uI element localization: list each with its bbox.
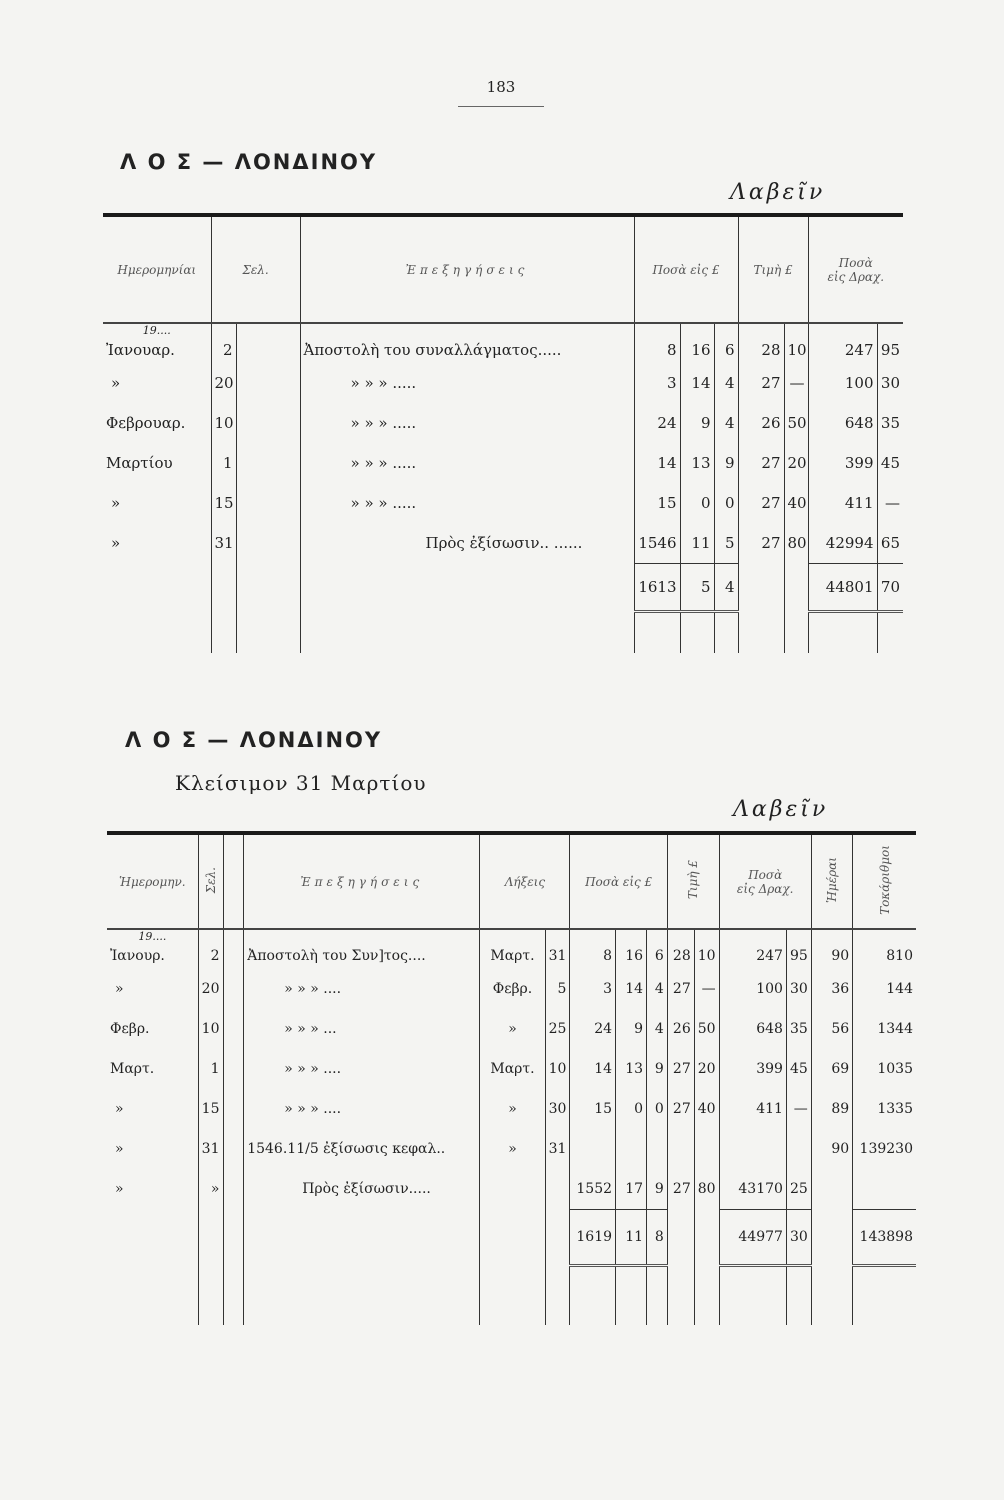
table-row <box>107 1089 916 1129</box>
header-page: Σελ. <box>211 215 300 323</box>
row-lepta: 35 <box>786 1009 811 1049</box>
row-description: Ἀποστολὴ του συναλλάγματος..... <box>300 337 634 363</box>
row-description: » » » ..... <box>300 363 634 403</box>
row-price-frac: — <box>694 969 719 1009</box>
row-lepta: 65 <box>877 523 903 563</box>
row-maturity-month: Μαρτ. <box>480 943 545 969</box>
header-explanation: Ἐπεξηγήσεις <box>244 833 480 929</box>
row-price-frac: 80 <box>784 523 808 563</box>
row-pence: 6 <box>647 943 668 969</box>
row-price-frac <box>694 1129 719 1169</box>
row-interest-number <box>853 1169 916 1209</box>
row-page: 1 <box>211 443 236 483</box>
row-shillings: 16 <box>680 337 714 363</box>
row-drachmas: 43170 <box>719 1169 786 1209</box>
row-pence: 5 <box>714 523 738 563</box>
row-date: Μαρτίου <box>106 454 173 472</box>
row-pounds: 14 <box>634 443 680 483</box>
row-price-frac: 20 <box>784 443 808 483</box>
row-price-whole: 28 <box>738 337 784 363</box>
row-days: 90 <box>811 943 852 969</box>
row-maturity-month: » <box>480 1129 545 1169</box>
row-drachmas: 648 <box>719 1009 786 1049</box>
row-pounds: 8 <box>634 337 680 363</box>
table-row <box>103 523 903 563</box>
table-row <box>103 403 903 443</box>
row-shillings: 17 <box>616 1169 647 1209</box>
row-date: » <box>111 494 121 512</box>
row-pounds: 1546 <box>634 523 680 563</box>
row-shillings: 9 <box>680 403 714 443</box>
row-drachmas <box>719 1129 786 1169</box>
total-pence: 4 <box>714 563 738 611</box>
row-description: Πρὸς ἐξίσωσιν..... <box>244 1169 480 1209</box>
row-pence: 6 <box>714 337 738 363</box>
row-price-frac: 10 <box>694 943 719 969</box>
row-price-frac: 10 <box>784 337 808 363</box>
row-interest-number: 139230 <box>853 1129 916 1169</box>
row-interest-number: 1035 <box>853 1049 916 1089</box>
row-shillings <box>616 1129 647 1169</box>
table-row <box>103 483 903 523</box>
row-drachmas: 100 <box>719 969 786 1009</box>
row-price-whole: 27 <box>667 1049 694 1089</box>
row-shillings: 14 <box>616 969 647 1009</box>
row-page: 20 <box>211 363 236 403</box>
row-description: » » » ..... <box>300 483 634 523</box>
row-maturity-day: 31 <box>545 1129 570 1169</box>
table-row <box>107 943 916 969</box>
row-maturity-day: 5 <box>545 969 570 1009</box>
row-shillings: 16 <box>616 943 647 969</box>
row-price-whole: 27 <box>738 443 784 483</box>
row-drachmas: 100 <box>808 363 877 403</box>
row-pence: 4 <box>714 363 738 403</box>
row-maturity-month <box>480 1169 545 1209</box>
row-page: 2 <box>211 337 236 363</box>
row-date: » <box>115 981 124 997</box>
total-pounds: 1613 <box>634 563 680 611</box>
section2-subtitle: Κλείσιμον 31 Μαρτίου <box>175 771 427 795</box>
table-row <box>107 1169 916 1209</box>
row-shillings: 13 <box>616 1049 647 1089</box>
row-price-whole: 26 <box>738 403 784 443</box>
row-price-whole: 27 <box>667 969 694 1009</box>
row-pounds: 8 <box>570 943 616 969</box>
row-price-frac: 50 <box>784 403 808 443</box>
header-amount-gbp: Ποσὰ εἰς £ <box>570 833 667 929</box>
row-lepta: 25 <box>786 1169 811 1209</box>
row-price-whole: 27 <box>738 523 784 563</box>
table-row <box>107 1049 916 1089</box>
row-maturity-day: 30 <box>545 1089 570 1129</box>
row-pounds: 15 <box>570 1089 616 1129</box>
row-date: » <box>115 1101 124 1117</box>
row-maturity-day: 25 <box>545 1009 570 1049</box>
row-date: Ἰανουρ. <box>110 948 165 964</box>
table-row <box>107 969 916 1009</box>
row-shillings: 11 <box>680 523 714 563</box>
row-price-frac: 40 <box>784 483 808 523</box>
row-page: 31 <box>198 1129 223 1169</box>
header-amount-gbp: Ποσὰ εἰς £ <box>634 215 738 323</box>
row-lepta: 30 <box>877 363 903 403</box>
row-shillings: 9 <box>616 1009 647 1049</box>
row-shillings: 0 <box>680 483 714 523</box>
row-drachmas: 411 <box>719 1089 786 1129</box>
row-price-frac: 50 <box>694 1009 719 1049</box>
row-lepta: 35 <box>877 403 903 443</box>
table-row <box>103 363 903 403</box>
row-lepta: 45 <box>786 1049 811 1089</box>
totals-row <box>107 1209 916 1265</box>
row-price-whole: 27 <box>667 1169 694 1209</box>
row-maturity-month: » <box>480 1089 545 1129</box>
row-pence: 9 <box>647 1049 668 1089</box>
row-page: 2 <box>198 943 223 969</box>
row-pence: 4 <box>647 969 668 1009</box>
section1-title: Λ Ο Σ — ΛΟΝΔΙΝΟΥ <box>120 150 378 174</box>
header-date: Ἡμερομην. <box>119 874 186 889</box>
total-drachmas: 44977 <box>719 1209 786 1265</box>
header-maturities: Λήξεις <box>480 833 570 929</box>
section1-ledger <box>103 213 903 653</box>
header-days <box>811 833 852 929</box>
row-lepta: — <box>877 483 903 523</box>
row-interest-number: 1335 <box>853 1089 916 1129</box>
header-interest-numbers-label: Τοκάριθμοι <box>877 845 892 915</box>
header-amount-drachmas-line1: Ποσὰ <box>838 255 873 270</box>
row-maturity-day: 10 <box>545 1049 570 1089</box>
row-description: 1546.11/5 ἐξίσωσις κεφαλ.. <box>244 1129 480 1169</box>
row-price-frac: 40 <box>694 1089 719 1129</box>
row-maturity-day <box>545 1169 570 1209</box>
row-price-frac: 80 <box>694 1169 719 1209</box>
row-shillings: 0 <box>616 1089 647 1129</box>
row-days: 90 <box>811 1129 852 1169</box>
row-days <box>811 1169 852 1209</box>
row-page: 31 <box>211 523 236 563</box>
table-row <box>107 1009 916 1049</box>
header-explanation: Ἐπεξηγήσεις <box>300 215 634 323</box>
row-maturity-day: 31 <box>545 943 570 969</box>
row-drachmas: 399 <box>719 1049 786 1089</box>
row-pence <box>647 1129 668 1169</box>
row-pounds: 24 <box>570 1009 616 1049</box>
total-pence: 8 <box>647 1209 668 1265</box>
row-pence: 4 <box>647 1009 668 1049</box>
year-label: 19.... <box>138 930 167 943</box>
row-pounds: 1552 <box>570 1169 616 1209</box>
header-page-label: Σελ. <box>203 866 218 894</box>
row-price-whole: 27 <box>738 483 784 523</box>
row-shillings: 14 <box>680 363 714 403</box>
row-lepta: 30 <box>786 969 811 1009</box>
page-number: 183 <box>486 78 516 96</box>
row-date: » <box>111 534 121 552</box>
row-drachmas: 42994 <box>808 523 877 563</box>
header-interest-numbers <box>853 833 916 929</box>
row-lepta <box>786 1129 811 1169</box>
row-description: » » » ..... <box>300 403 634 443</box>
row-price-whole <box>667 1129 694 1169</box>
row-days: 89 <box>811 1089 852 1129</box>
total-interest-numbers: 143898 <box>853 1209 916 1265</box>
row-date: Φεβρουαρ. <box>106 414 186 432</box>
row-drachmas: 648 <box>808 403 877 443</box>
header-amount-drachmas-line2: εἰς Δραχ. <box>736 881 794 896</box>
totals-row <box>103 563 903 611</box>
header-price: Τιμὴ £ <box>738 215 808 323</box>
row-date: » <box>115 1141 124 1157</box>
row-lepta: 45 <box>877 443 903 483</box>
header-price <box>667 833 719 929</box>
header-days-label: Ἡμέραι <box>824 856 839 903</box>
row-description: » » » ..... <box>300 443 634 483</box>
table-row <box>107 1129 916 1169</box>
row-pounds: 3 <box>570 969 616 1009</box>
section2-title: Λ Ο Σ — ΛΟΝΔΙΝΟΥ <box>125 728 383 752</box>
row-date: Μαρτ. <box>110 1061 155 1077</box>
header-amount-drachmas-line1: Ποσὰ <box>748 867 783 882</box>
row-drachmas: 247 <box>719 943 786 969</box>
row-shillings: 13 <box>680 443 714 483</box>
row-interest-number: 810 <box>853 943 916 969</box>
row-pence: 9 <box>647 1169 668 1209</box>
row-interest-number: 1344 <box>853 1009 916 1049</box>
header-price-label: Τιμὴ £ <box>686 860 701 900</box>
row-lepta: 95 <box>877 337 903 363</box>
total-lepta: 70 <box>877 563 903 611</box>
row-days: 36 <box>811 969 852 1009</box>
row-date: Φεβρ. <box>110 1021 150 1037</box>
header-page <box>198 833 223 929</box>
header-date: Ημερομηνίαι <box>117 262 197 277</box>
row-pounds: 14 <box>570 1049 616 1089</box>
table-row <box>103 337 903 363</box>
row-drachmas: 247 <box>808 337 877 363</box>
row-price-whole: 28 <box>667 943 694 969</box>
row-description: Ἀποστολὴ του Συν]τος.... <box>244 943 480 969</box>
row-pence: 4 <box>714 403 738 443</box>
row-page: 10 <box>211 403 236 443</box>
row-page: 15 <box>211 483 236 523</box>
row-page: » <box>198 1169 223 1209</box>
header-amount-drachmas <box>808 215 903 323</box>
row-maturity-month: Μαρτ. <box>480 1049 545 1089</box>
row-pounds <box>570 1129 616 1169</box>
total-pounds: 1619 <box>570 1209 616 1265</box>
header-amount-drachmas <box>719 833 811 929</box>
row-pounds: 15 <box>634 483 680 523</box>
row-page: 10 <box>198 1009 223 1049</box>
row-pence: 9 <box>714 443 738 483</box>
row-price-whole: 27 <box>738 363 784 403</box>
row-price-frac: — <box>784 363 808 403</box>
total-lepta: 30 <box>786 1209 811 1265</box>
row-price-whole: 27 <box>667 1089 694 1129</box>
row-maturity-month: Φεβρ. <box>480 969 545 1009</box>
total-drachmas: 44801 <box>808 563 877 611</box>
row-maturity-month: » <box>480 1009 545 1049</box>
row-description: » » » .... <box>244 1049 480 1089</box>
row-page: 1 <box>198 1049 223 1089</box>
row-date: Ἰανουαρ. <box>106 341 175 359</box>
row-description: » » » .... <box>244 969 480 1009</box>
row-drachmas: 411 <box>808 483 877 523</box>
row-pounds: 24 <box>634 403 680 443</box>
row-description: Πρὸς ἐξίσωσιν.. ...... <box>300 523 634 563</box>
row-date: » <box>111 374 121 392</box>
section1-side-label: Λαβεῖν <box>730 180 826 205</box>
page-number-rule <box>458 106 544 107</box>
year-label: 19.... <box>142 324 171 337</box>
table-row <box>103 443 903 483</box>
total-shillings: 11 <box>616 1209 647 1265</box>
row-description: » » » ... <box>244 1009 480 1049</box>
row-pounds: 3 <box>634 363 680 403</box>
section2-ledger <box>107 831 916 1325</box>
row-price-whole: 26 <box>667 1009 694 1049</box>
row-interest-number: 144 <box>853 969 916 1009</box>
row-description: » » » .... <box>244 1089 480 1129</box>
row-lepta: 95 <box>786 943 811 969</box>
row-lepta: — <box>786 1089 811 1129</box>
row-days: 56 <box>811 1009 852 1049</box>
row-pence: 0 <box>714 483 738 523</box>
header-amount-drachmas-line2: εἰς Δραχ. <box>827 269 885 284</box>
row-date: » <box>115 1181 124 1197</box>
row-page: 15 <box>198 1089 223 1129</box>
row-pence: 0 <box>647 1089 668 1129</box>
row-drachmas: 399 <box>808 443 877 483</box>
section2-side-label: Λαβεῖν <box>733 797 829 822</box>
row-price-frac: 20 <box>694 1049 719 1089</box>
row-page: 20 <box>198 969 223 1009</box>
row-days: 69 <box>811 1049 852 1089</box>
total-shillings: 5 <box>680 563 714 611</box>
